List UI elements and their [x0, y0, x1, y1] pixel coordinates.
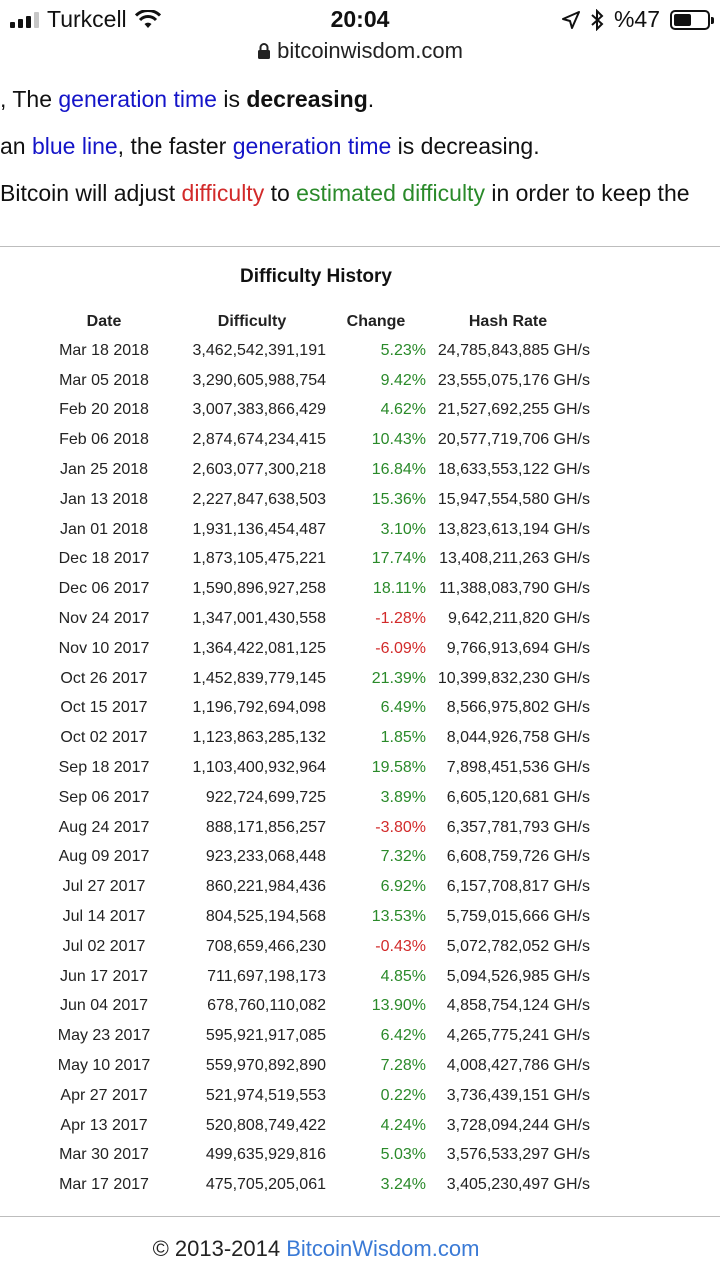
row-date: Sep 06 2017 [58, 788, 150, 806]
table-row [30, 366, 590, 396]
table-row [30, 425, 590, 455]
table-row [30, 932, 590, 962]
row-hash-rate: 4,265,775,241 GH/s [446, 1027, 590, 1045]
row-difficulty: 3,007,383,866,429 [192, 401, 326, 419]
row-date: Feb 06 2018 [59, 431, 149, 449]
row-difficulty: 475,705,205,061 [205, 1176, 326, 1194]
row-date: Mar 30 2017 [59, 1146, 149, 1164]
difficulty-link[interactable]: difficulty [181, 180, 265, 206]
row-difficulty: 1,590,896,927,258 [192, 580, 326, 598]
row-date: Sep 18 2017 [58, 759, 150, 777]
status-bar [0, 0, 720, 40]
table-row [30, 1141, 590, 1171]
row-change: 18.11% [372, 580, 426, 598]
row-difficulty: 922,724,699,725 [205, 788, 326, 806]
row-date: Dec 06 2017 [58, 580, 150, 598]
row-date: Jan 13 2018 [59, 490, 149, 508]
row-hash-rate: 3,405,230,497 GH/s [446, 1176, 590, 1194]
row-difficulty: 521,974,519,553 [205, 1086, 326, 1104]
row-date: Oct 02 2017 [60, 729, 148, 747]
text: in order to keep the [484, 180, 690, 206]
row-date: Nov 10 2017 [58, 639, 150, 657]
row-date: May 10 2017 [57, 1057, 151, 1075]
row-hash-rate: 8,566,975,802 GH/s [446, 699, 590, 717]
row-hash-rate: 5,759,015,666 GH/s [446, 908, 590, 926]
row-change: 3.89% [380, 788, 426, 806]
row-difficulty: 2,603,077,300,218 [192, 461, 326, 479]
row-change: 17.74% [371, 550, 426, 568]
row-change: 6.92% [380, 878, 426, 896]
row-hash-rate: 23,555,075,176 GH/s [437, 371, 590, 389]
table-row [30, 1051, 590, 1081]
table-row [30, 723, 590, 753]
table-row [30, 545, 590, 575]
row-hash-rate: 13,408,211,263 GH/s [439, 550, 590, 568]
row-difficulty: 3,290,605,988,754 [192, 371, 326, 389]
row-difficulty: 678,760,110,082 [207, 997, 326, 1015]
table-row [30, 485, 590, 515]
row-date: Mar 05 2018 [59, 371, 149, 389]
row-date: Dec 18 2017 [58, 550, 150, 568]
table-row [30, 396, 590, 426]
table-row [30, 694, 590, 724]
row-change: 16.84% [371, 461, 426, 479]
row-change: -6.09% [375, 639, 426, 657]
row-hash-rate: 9,766,913,694 GH/s [446, 639, 590, 657]
text: , the faster [117, 133, 233, 159]
row-difficulty: 2,874,674,234,415 [192, 431, 326, 449]
row-hash-rate: 9,642,211,820 GH/s [447, 610, 590, 628]
row-change: 0.22% [380, 1086, 426, 1104]
row-change: 15.36% [371, 490, 426, 508]
row-change: 7.28% [380, 1057, 426, 1075]
row-hash-rate: 3,576,533,297 GH/s [446, 1146, 590, 1164]
table-row [30, 515, 590, 545]
row-hash-rate: 5,072,782,052 GH/s [446, 937, 590, 955]
row-date: Jan 25 2018 [59, 461, 149, 479]
divider [0, 246, 720, 247]
table-row [30, 664, 590, 694]
bluetooth-icon [590, 9, 604, 31]
row-date: Mar 18 2018 [59, 341, 149, 359]
row-date: Jul 14 2017 [62, 908, 146, 926]
row-change: 3.10% [380, 520, 426, 538]
row-hash-rate: 3,728,094,244 GH/s [446, 1116, 590, 1134]
location-arrow-icon [562, 11, 580, 29]
row-change: 21.39% [371, 669, 426, 687]
row-difficulty: 1,347,001,430,558 [192, 610, 326, 628]
row-hash-rate: 6,357,781,793 GH/s [446, 818, 590, 836]
table-row [30, 1081, 590, 1111]
generation-time-link[interactable]: generation time [232, 133, 392, 159]
row-difficulty: 888,171,856,257 [205, 818, 326, 836]
battery-percent: %47 [613, 6, 660, 32]
row-difficulty: 1,196,792,694,098 [192, 699, 326, 717]
row-date: Jul 27 2017 [62, 878, 146, 896]
row-hash-rate: 18,633,553,122 GH/s [437, 461, 590, 479]
header-change: Change [346, 313, 406, 330]
row-date: Mar 17 2017 [59, 1176, 149, 1194]
row-date: Aug 24 2017 [58, 818, 150, 836]
row-date: Oct 26 2017 [60, 669, 148, 687]
row-difficulty: 2,227,847,638,503 [192, 490, 326, 508]
text: , The [0, 86, 59, 112]
row-date: Aug 09 2017 [58, 848, 150, 866]
row-hash-rate: 15,947,554,580 GH/s [437, 490, 590, 508]
row-difficulty: 1,364,422,081,125 [192, 639, 326, 657]
table-row [30, 872, 590, 902]
address-bar[interactable] [0, 38, 720, 64]
row-hash-rate: 4,008,427,786 GH/s [446, 1057, 590, 1075]
text: an [0, 133, 32, 159]
row-hash-rate: 4,858,754,124 GH/s [446, 997, 590, 1015]
row-change: -3.80% [375, 818, 426, 836]
lock-icon [257, 42, 271, 60]
row-change: -1.28% [375, 610, 426, 628]
clock: 20:04 [330, 6, 390, 32]
table-header-row [30, 308, 590, 336]
table-row [30, 813, 590, 843]
table-row [30, 455, 590, 485]
row-difficulty: 708,659,466,230 [205, 937, 326, 955]
row-hash-rate: 21,527,692,255 GH/s [437, 401, 590, 419]
row-change: 13.53% [371, 908, 426, 926]
carrier-name: Turkcell [47, 6, 127, 32]
row-hash-rate: 24,785,843,885 GH/s [437, 341, 590, 359]
row-date: Feb 20 2018 [59, 401, 149, 419]
row-hash-rate: 3,736,439,151 GH/s [446, 1086, 590, 1104]
row-hash-rate: 11,388,083,790 GH/s [439, 580, 590, 598]
row-change: 3.24% [380, 1176, 426, 1194]
row-hash-rate: 10,399,832,230 GH/s [437, 669, 590, 687]
text: is decreasing. [391, 133, 540, 159]
row-difficulty: 520,808,749,422 [205, 1116, 326, 1134]
difficulty-history-table [30, 308, 590, 1200]
blue-line-link[interactable]: blue line [31, 133, 118, 159]
signal-icon [10, 12, 39, 28]
intro-text [0, 76, 720, 217]
row-change: 4.62% [380, 401, 426, 419]
table-row [30, 783, 590, 813]
row-difficulty: 860,221,984,436 [205, 878, 326, 896]
row-hash-rate: 13,823,613,194 GH/s [437, 520, 590, 538]
row-difficulty: 711,697,198,173 [207, 967, 326, 985]
row-date: Jun 04 2017 [59, 997, 149, 1015]
table-row [30, 753, 590, 783]
text: to [264, 180, 297, 206]
header-hash-rate: Hash Rate [468, 313, 548, 330]
table-row [30, 902, 590, 932]
row-date: May 23 2017 [57, 1027, 151, 1045]
table-title: Difficulty History [239, 266, 393, 287]
url-text: bitcoinwisdom.com [277, 38, 463, 63]
estimated-difficulty-link[interactable]: estimated difficulty [296, 180, 485, 206]
row-date: Apr 13 2017 [60, 1116, 148, 1134]
row-change: 10.43% [371, 431, 426, 449]
table-row [30, 336, 590, 366]
row-difficulty: 3,462,542,391,191 [192, 341, 326, 359]
table-row [30, 1170, 590, 1200]
row-change: 1.85% [380, 729, 426, 747]
intro-line-1 [0, 76, 720, 123]
row-change: -0.43% [375, 937, 426, 955]
row-date: Jul 02 2017 [62, 937, 146, 955]
row-change: 13.90% [371, 997, 426, 1015]
row-difficulty: 595,921,917,085 [205, 1027, 326, 1045]
row-hash-rate: 7,898,451,536 GH/s [446, 759, 590, 777]
row-date: Apr 27 2017 [60, 1086, 148, 1104]
table-row [30, 1021, 590, 1051]
row-difficulty: 1,873,105,475,221 [192, 550, 326, 568]
carrier-group [10, 6, 161, 33]
row-difficulty: 559,970,892,890 [205, 1057, 326, 1075]
row-hash-rate: 6,608,759,726 GH/s [446, 848, 590, 866]
row-change: 19.58% [371, 759, 426, 777]
text: . [367, 86, 375, 112]
intro-line-2 [0, 123, 720, 170]
row-difficulty: 804,525,194,568 [205, 908, 326, 926]
row-hash-rate: 20,577,719,706 GH/s [437, 431, 590, 449]
status-icons [562, 6, 710, 33]
table-row [30, 1111, 590, 1141]
row-hash-rate: 6,157,708,817 GH/s [446, 878, 590, 896]
row-change: 4.24% [380, 1116, 426, 1134]
row-date: Jun 17 2017 [59, 967, 149, 985]
row-change: 7.32% [380, 848, 426, 866]
text: Bitcoin will adjust [0, 180, 182, 206]
row-hash-rate: 5,094,526,985 GH/s [446, 967, 590, 985]
table-row [30, 992, 590, 1022]
intro-line-3 [0, 170, 720, 217]
table-row [30, 634, 590, 664]
row-change: 9.42% [380, 371, 426, 389]
table-row [30, 574, 590, 604]
bitcoinwisdom-link[interactable]: BitcoinWisdom.com [286, 1236, 480, 1261]
generation-time-link[interactable]: generation time [58, 86, 217, 112]
header-date: Date [86, 313, 122, 330]
copyright-text: © 2013-2014 [152, 1236, 287, 1261]
row-difficulty: 923,233,068,448 [205, 848, 326, 866]
divider [0, 1216, 720, 1217]
decreasing-text: decreasing [246, 86, 368, 112]
row-change: 5.03% [380, 1146, 426, 1164]
wifi-icon [135, 10, 161, 30]
row-change: 6.49% [380, 699, 426, 717]
row-difficulty: 499,635,929,816 [205, 1146, 326, 1164]
row-difficulty: 1,103,400,932,964 [192, 759, 326, 777]
row-change: 6.42% [380, 1027, 426, 1045]
header-difficulty: Difficulty [217, 313, 287, 330]
row-difficulty: 1,452,839,779,145 [192, 669, 326, 687]
row-difficulty: 1,931,136,454,487 [192, 520, 326, 538]
row-date: Nov 24 2017 [58, 610, 150, 628]
footer [0, 1236, 632, 1262]
row-hash-rate: 6,605,120,681 GH/s [446, 788, 590, 806]
row-hash-rate: 8,044,926,758 GH/s [446, 729, 590, 747]
table-row [30, 962, 590, 992]
row-change: 5.23% [380, 341, 426, 359]
row-date: Jan 01 2018 [59, 520, 149, 538]
table-row [30, 604, 590, 634]
battery-icon [670, 10, 710, 30]
text: is [216, 86, 247, 112]
row-difficulty: 1,123,863,285,132 [192, 729, 326, 747]
row-date: Oct 15 2017 [60, 699, 148, 717]
table-row [30, 843, 590, 873]
row-change: 4.85% [380, 967, 426, 985]
